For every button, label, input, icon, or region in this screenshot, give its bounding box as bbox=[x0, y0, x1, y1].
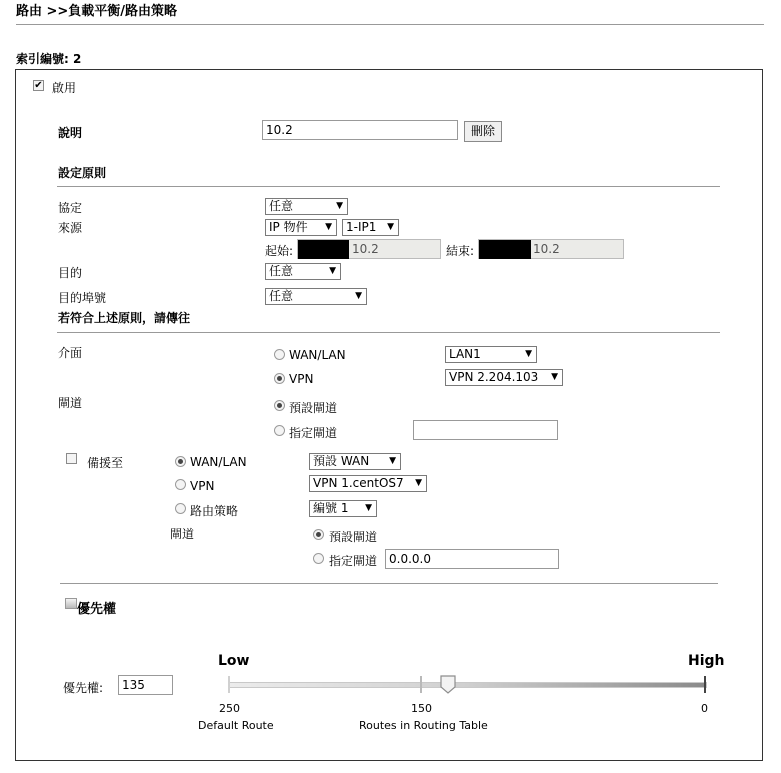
collapse-icon[interactable] bbox=[65, 598, 77, 609]
failover-gateway-label: 閘道 bbox=[170, 527, 195, 541]
destination-label: 目的 bbox=[58, 266, 83, 280]
description-label: 說明 bbox=[58, 126, 83, 140]
send-divider bbox=[57, 332, 720, 333]
priority-high-label: High bbox=[688, 653, 725, 669]
chevron-down-icon: ▼ bbox=[329, 266, 336, 276]
gateway-default-label: 預設閘道 bbox=[289, 401, 338, 415]
slider-min-caption: Default Route bbox=[198, 719, 274, 732]
interface-vpn-label: VPN bbox=[289, 372, 314, 386]
redaction-block bbox=[298, 240, 349, 259]
failover-wan-lan-value: 預設 WAN bbox=[313, 454, 370, 468]
failover-vpn-select[interactable] bbox=[309, 475, 427, 492]
priority-input[interactable]: 135 bbox=[118, 675, 173, 695]
failover-gateway-default-radio[interactable] bbox=[313, 529, 324, 540]
failover-label: 備援至 bbox=[87, 456, 124, 470]
source-end-label: 結束: bbox=[446, 244, 475, 258]
interface-wan-lan-radio[interactable] bbox=[274, 349, 285, 360]
gateway-specific-radio[interactable] bbox=[274, 425, 285, 436]
failover-vpn-label: VPN bbox=[190, 479, 215, 493]
failover-wan-lan-label: WAN/LAN bbox=[190, 455, 247, 469]
slider-mid-caption: Routes in Routing Table bbox=[359, 719, 488, 732]
failover-wan-lan-radio[interactable] bbox=[175, 456, 186, 467]
chevron-down-icon: ▼ bbox=[415, 478, 422, 488]
gateway-default-radio[interactable] bbox=[274, 400, 285, 411]
priority-slider[interactable] bbox=[228, 676, 707, 694]
source-label: 來源 bbox=[58, 221, 83, 235]
source-type-value: IP 物件 bbox=[269, 220, 308, 234]
index-label: 索引編號: 2 bbox=[16, 52, 82, 66]
failover-policy-label: 路由策略 bbox=[190, 504, 239, 518]
failover-vpn-radio[interactable] bbox=[175, 479, 186, 490]
failover-policy-select[interactable] bbox=[309, 500, 377, 517]
gateway-specific-input[interactable] bbox=[413, 420, 558, 440]
failover-vpn-value: VPN 1.centOS7 bbox=[313, 476, 404, 490]
interface-vpn-radio[interactable] bbox=[274, 373, 285, 384]
interface-label: 介面 bbox=[58, 346, 83, 360]
interface-vpn-select[interactable] bbox=[445, 369, 563, 386]
breadcrumb: 路由 >>負載平衡/路由策略 bbox=[16, 4, 178, 19]
failover-gateway-specific-input[interactable]: 0.0.0.0 bbox=[385, 549, 559, 569]
slider-min-label: 250 bbox=[219, 702, 240, 715]
source-object-value: 1-IP1 bbox=[346, 220, 377, 234]
protocol-select[interactable] bbox=[265, 198, 348, 215]
protocol-value: 任意 bbox=[269, 199, 294, 213]
slider-max-label: 0 bbox=[701, 702, 708, 715]
delete-button[interactable]: 刪除 bbox=[464, 121, 502, 142]
failover-gateway-specific-label: 指定閘道 bbox=[329, 554, 378, 568]
rules-divider bbox=[57, 186, 720, 187]
failover-gateway-specific-radio[interactable] bbox=[313, 553, 324, 564]
priority-section-title: 優先權 bbox=[77, 602, 117, 617]
destination-value: 任意 bbox=[269, 264, 294, 278]
interface-wan-lan-label: WAN/LAN bbox=[289, 348, 346, 362]
send-title: 若符合上述原則，請傳往 bbox=[58, 311, 191, 325]
slider-tick-max bbox=[704, 676, 706, 693]
destination-select[interactable] bbox=[265, 263, 341, 280]
failover-checkbox[interactable] bbox=[66, 453, 77, 464]
source-object-select[interactable] bbox=[342, 219, 399, 236]
failover-policy-value: 編號 1 bbox=[313, 501, 349, 515]
header-divider bbox=[16, 24, 764, 25]
destination-port-select[interactable] bbox=[265, 288, 367, 305]
chevron-down-icon: ▼ bbox=[525, 349, 532, 359]
rules-title: 設定原則 bbox=[58, 166, 107, 180]
slider-thumb[interactable] bbox=[439, 675, 457, 694]
source-type-select[interactable] bbox=[265, 219, 337, 236]
interface-wan-lan-select[interactable] bbox=[445, 346, 537, 363]
chevron-down-icon: ▼ bbox=[325, 222, 332, 232]
chevron-down-icon: ▼ bbox=[365, 503, 372, 513]
protocol-label: 協定 bbox=[58, 201, 83, 215]
chevron-down-icon: ▼ bbox=[551, 372, 558, 382]
gateway-specific-label: 指定閘道 bbox=[289, 426, 338, 440]
source-start-label: 起始: bbox=[265, 244, 294, 258]
interface-vpn-value: VPN 2.204.103 bbox=[449, 370, 539, 384]
destination-port-label: 目的埠號 bbox=[58, 291, 107, 305]
priority-label: 優先權: bbox=[63, 681, 104, 695]
slider-tick-mid bbox=[420, 676, 422, 693]
chevron-down-icon: ▼ bbox=[336, 201, 343, 211]
chevron-down-icon: ▼ bbox=[355, 291, 362, 301]
priority-divider bbox=[60, 583, 718, 584]
slider-track bbox=[228, 682, 707, 688]
destination-port-value: 任意 bbox=[269, 289, 294, 303]
enable-checkbox[interactable]: ✔ bbox=[34, 80, 43, 91]
slider-mid-label: 150 bbox=[411, 702, 432, 715]
failover-gateway-default-label: 預設閘道 bbox=[329, 530, 378, 544]
redaction-block bbox=[479, 240, 531, 259]
source-start-input: 10.2 bbox=[297, 239, 441, 259]
chevron-down-icon: ▼ bbox=[387, 222, 394, 232]
interface-wan-lan-value: LAN1 bbox=[449, 347, 481, 361]
failover-policy-radio[interactable] bbox=[175, 503, 186, 514]
slider-tick-min bbox=[228, 676, 230, 693]
source-end-input: 10.2 bbox=[478, 239, 624, 259]
gateway-label: 閘道 bbox=[58, 396, 83, 410]
chevron-down-icon: ▼ bbox=[389, 456, 396, 466]
failover-wan-lan-select[interactable] bbox=[309, 453, 401, 470]
description-input[interactable]: 10.2 bbox=[262, 120, 458, 140]
enable-label: 啟用 bbox=[52, 81, 77, 95]
policy-frame bbox=[15, 69, 763, 761]
priority-low-label: Low bbox=[218, 653, 250, 669]
